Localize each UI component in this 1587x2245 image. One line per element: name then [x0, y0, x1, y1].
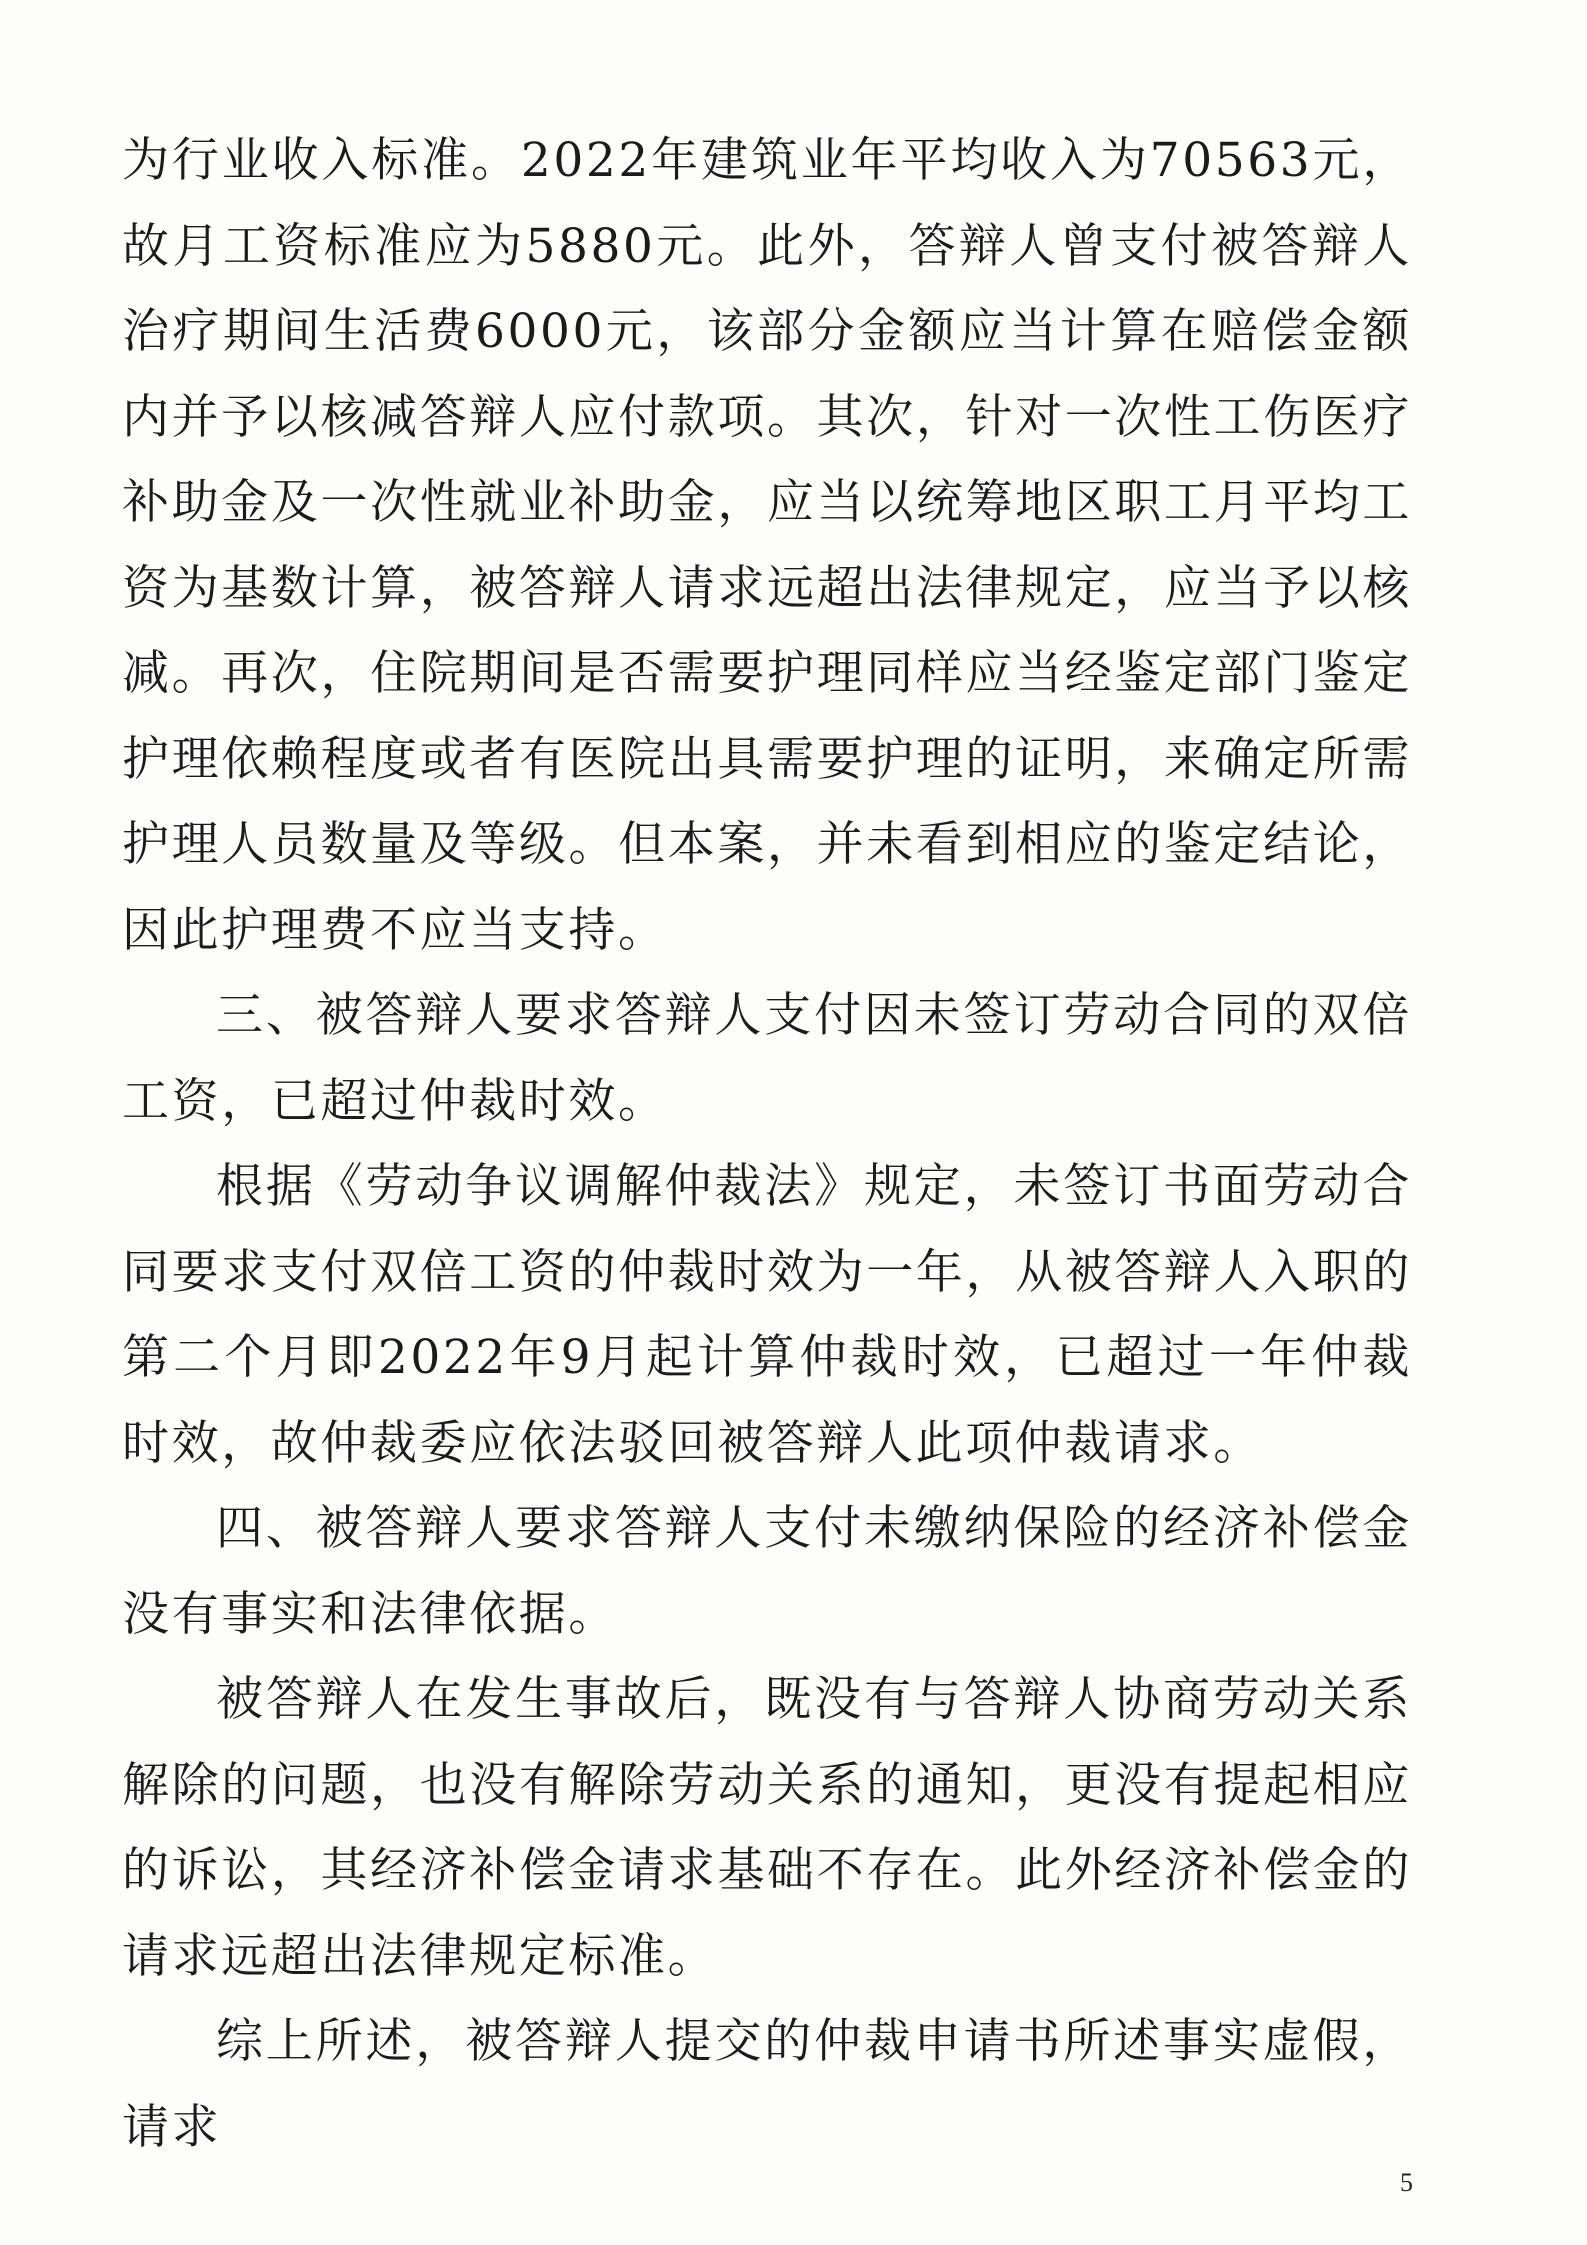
section-heading-four: 四、被答辩人要求答辩人支付未缴纳保险的经济补偿金没有事实和法律依据。 — [122, 1501, 1412, 1642]
paragraph-economic-compensation: 被答辩人在发生事故后，既没有与答辩人协商劳动关系解除的问题，也没有解除劳动关系的通知，更没有提起相应的诉讼，其经济补偿金请求基础不存在。此外经济补偿金的请求远超出法律规定标准。 — [122, 1672, 1412, 1984]
section-heading-three: 三、被答辩人要求答辩人支付因未签订劳动合同的双倍工资，已超过仲裁时效。 — [122, 988, 1412, 1129]
paragraph-arbitration-limitation: 根据《劳动争议调解仲裁法》规定，未签订书面劳动合同要求支付双倍工资的仲裁时效为一年，从被答辩人入职的第二个月即2022年9月起计算仲裁时效，已超过一年仲裁时效，故仲裁委应依法驳回被答辩人此项仲裁请求。 — [122, 1159, 1412, 1471]
document-body — [122, 118, 1412, 2170]
paragraph-continuation: 为行业收入标准。2022年建筑业年平均收入为70563元，故月工资标准应为5880元。此外，答辩人曾支付被答辩人治疗期间生活费6000元，该部分金额应当计算在赔偿金额内并予以核减答辩人应付款项。其次，针对一次性工伤医疗补助金及一次性就业补助金，应当以统筹地区职工月平均工资为基数计算，被答辩人请求远超出法律规定，应当予以核减。再次，住院期间是否需要护理同样应当经鉴定部门鉴定护理依赖程度或者有医院出具需要护理的证明，来确定所需护理人员数量及等级。但本案，并未看到相应的鉴定结论，因此护理费不应当支持。 — [122, 133, 1412, 958]
paragraph-summary: 综上所述，被答辩人提交的仲裁申请书所述事实虚假，请求 — [122, 2014, 1412, 2155]
page-number: 5 — [1400, 2168, 1413, 2197]
